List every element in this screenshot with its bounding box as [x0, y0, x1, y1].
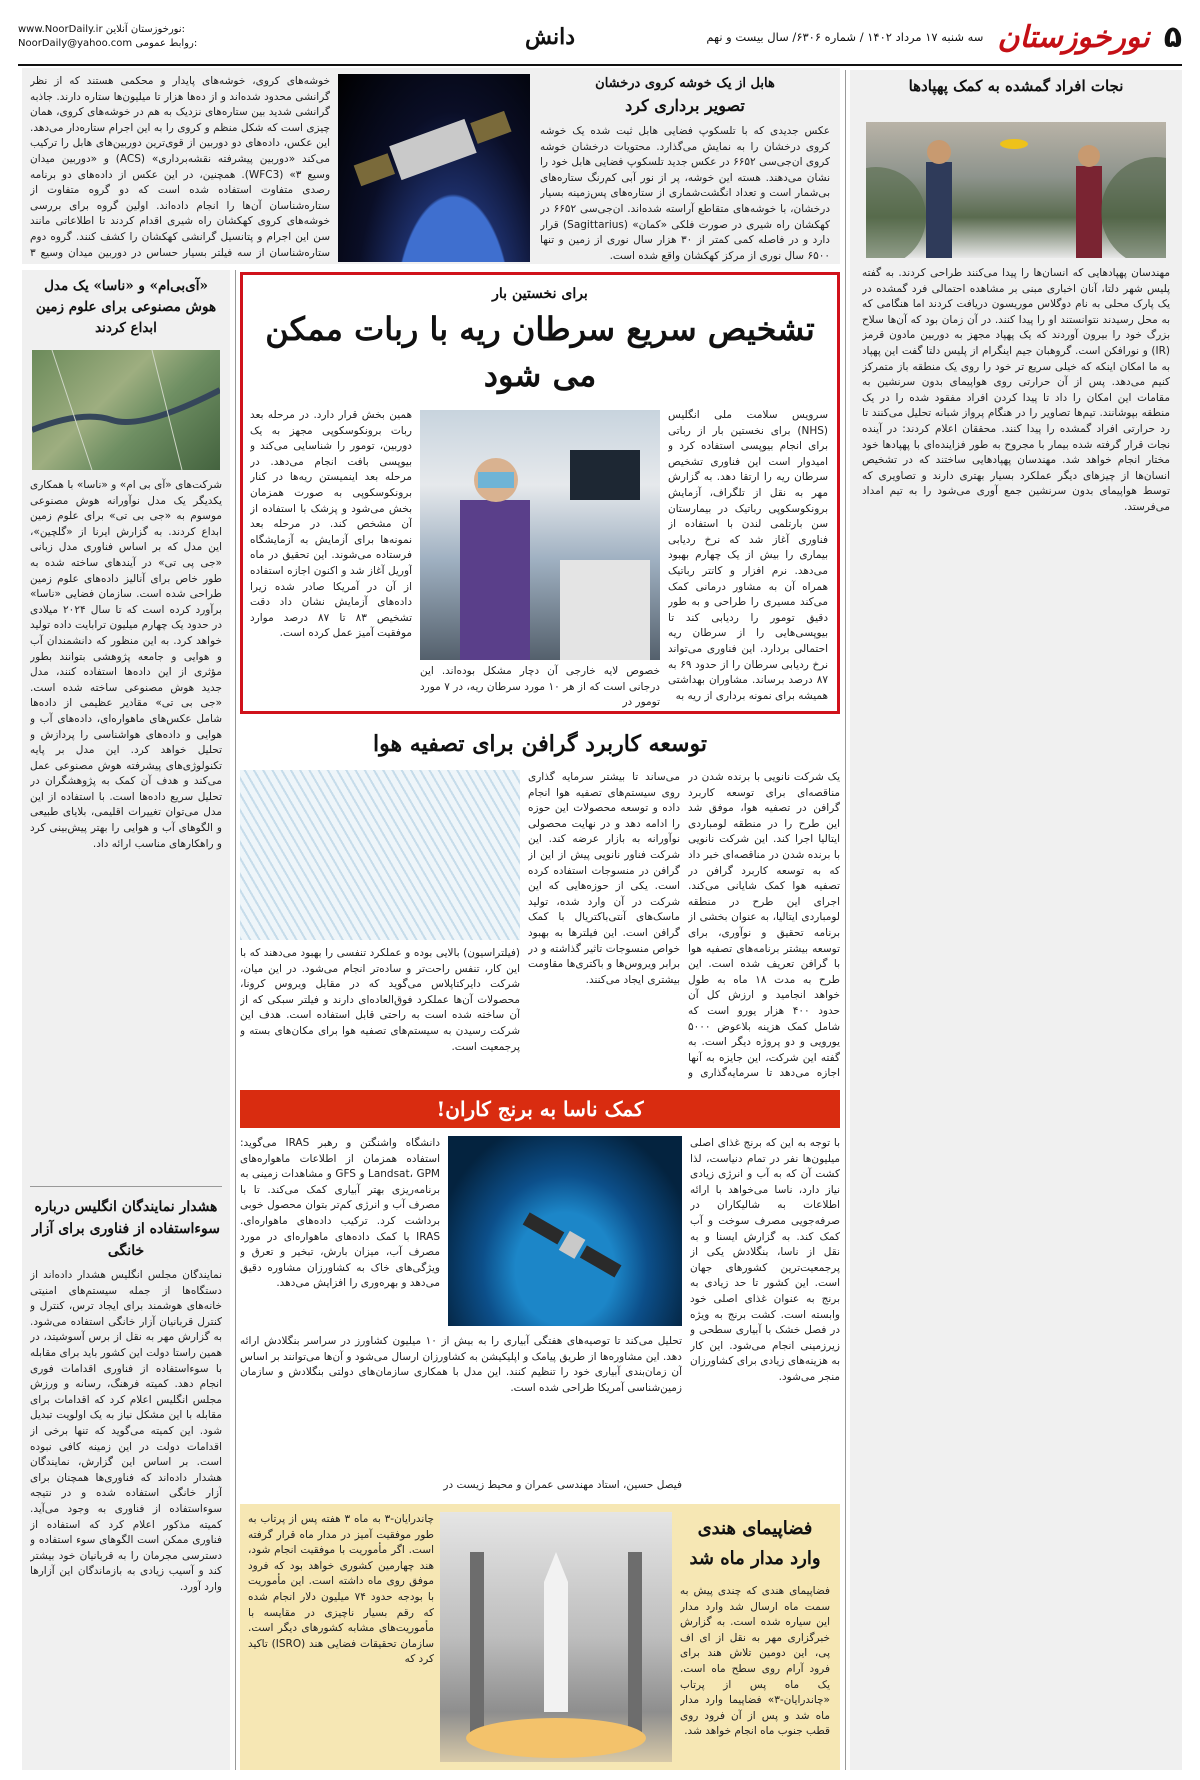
- graphene-photo: [240, 770, 520, 940]
- hubble-title: تصویر برداری کرد: [625, 96, 745, 115]
- lung-col-left: همین بخش قرار دارد. در مرحله بعد ربات برونکوسکوپی مجهز به یک دوربین، تومور را شناسایی می‌کند و بیوپسی بافت انجام می‌دهد. در مرحله بعد اینمیستن ریه‌ها در کنار برونکوسکوپی به صورت همزمان بخش می‌شود و پزشک با استفاده از آن مشخص کند. در مرحله بعد نمونه‌ها برای آزمایش به آزمایشگاه فرستاده می‌شوند. این تحقیق در ماه آوریل آغاز شد و اکنون اجازه استفاده از آن در آمریکا صادر شده زیرا داده‌های آزمایش نشان داد دقت تشخیص ۸۳ تا ۸۷ درصد موارد موفقیت آمیز عمل کرده است.: [250, 409, 412, 640]
- lung-col-right: سرویس سلامت ملی انگلیس (NHS) برای نخستین بار از رباتی برای انجام بیوپسی استفاده کرد و امیدوار است این فناوری تشخیص سرطان ریه را ارتقا دهد. به گزارش مهر به نقل از تلگراف، آزمایش برونکوسکوپی رباتیک در بیمارستان سن بارتلمی لندن با استفاده از فناوری آغاز شد که نرخ ردیابی بیماری را بیش از یک چهارم بهبود می‌دهد. نرم افزار و کاتتر رباتیک همراه آن به مشاور درمانی کمک می‌کند مسیری را طراحی و به طور دقیق تومور را ردیابی کند تا بیوپسی‌هایی را از سرطان ریه احتمالی بردارد. این فناوری می‌تواند نرخ ردیابی سرطان را از حدود ۶۹ به ۸۷ درصد برساند. مشاوران بهداشتی همیشه برای نمونه برداری از ریه به: [668, 409, 828, 702]
- graphene-col-right: یک شرکت نانویی با برنده شدن در مناقصه‌ای برای توسعه کاربرد گرافن در تصفیه هوا، موفق شد این طرح را در منطقه لومباردی ایتالیا اجرا کند. این شرکت نانویی با برنده شدن در مناقصه‌ای خبر داد که به توسعه کاربرد گرافن در تصفیه هوا کمک شایانی می‌کند. اجرای این طرح در منطقه لومباردی ایتالیا، به عنوان بخشی از برنامه تحقیق و نوآوری، برای توسعه بیشتر برنامه‌های تصفیه هوا با گرافن تعریف شده است. این طرح به مدت ۱۸ ماه به طول خواهد انجامید و ارزش کل آن حدود ۴۰۰ هزار یورو است که شامل کمک هزینه بلاعوض ۵۰۰۰ یورویی و دو پروژه دیگر است. به گفته این شرکت، این جایزه به آنها اجازه می‌دهد تا سرمایه‌گذاری و: [688, 771, 840, 1080]
- nasa-col-left: تحلیل می‌کند تا توصیه‌های هفتگی آبیاری را به بیش از ۱۰ میلیون کشاورز در سراسر بنگلادش ارائه دهد. این مشاوره‌ها از طریق پیامک و اپلیکیشن به کشاورزان ارسال می‌شود و آن‌ها می‌توانند بر اساس آن زمان‌بندی آبیاری خود را تنظیم کنند. این مدل با همکاری سازمان‌های دولتی بنگلادش و سازمان زمین‌شناسی آمریکا طراحی شده است.: [240, 1335, 682, 1394]
- graphene-col-mid: می‌ساند تا بیشتر سرمایه گذاری روی سیستم‌های تصفیه هوا انجام داده و توسعه محصولات این حوزه را ادامه دهد و در نهایت محصولی نوآورانه به بازار عرضه کند. این شرکت فناور نانویی پیش از این از گرافن در منسوجات استفاده کرده است. یکی از حوزه‌هایی که این شرکت در آن وارد شده، تولید ماسک‌های آنتی‌باکتریال با کمک گرافن است. این فیلترها به بهبود خواص منسوجات تاثیر گذاشته و در برابر ویروس‌ها و باکتری‌ها مقاومت بیشتری ایجاد می‌کنند.: [528, 771, 680, 986]
- site-label: نورخوزستان آنلاین:: [105, 24, 185, 35]
- aiboom-body: شرکت‌های «آی بی ام» و «ناسا» با همکاری یکدیگر یک مدل نوآورانه هوش مصنوعی موسوم به «جی بی تی» برای علوم زمین ابداع کردند. به گزارش ایرنا از «گلچین»، این مدل که بر اساس فناوری مدل زبانی «جی پی تی» در آیندهای ساخته شده به طور خاص برای آنالیز داده‌های علوم زمین طراحی شده است. سازمان فضایی «ناسا» برآورد کرده است که تا سال ۲۰۲۴ میلادی در حدود یک چهارم میلیون ترابایت داده تولید خواهد کرد. به این منظور که دانشمندان آب و هوایی و جامعه پژوهشی بتوانند بطور مؤثری از این داده‌ها استفاده کنند، مدل جدید هوش مصنوعی ساخته شده است. «جی بی تی» مقادیر عظیمی از داده‌ها شامل عکس‌های ماهواره‌ای، داده‌های آب و هوایی و داده‌های هواشناسی را پردازش و تحلیل خواهد کرد. این مدل بر پایه تکنولوژی‌های پیشرفته هوش مصنوعی عمل می‌کند و هدف آن کمک به پژوهشگران در تحلیل سریع داده‌ها است. با استفاده از این مدل می‌توان تغییرات اقلیمی، بلایای طبیعی و الگوهای آب و هوایی را بهتر پیش‌بینی کرد و راهکارهای مناسب ارائه داد.: [30, 479, 222, 850]
- issue-line: سه شنبه ۱۷ مرداد ۱۴۰۲ / شماره ۶۳۰۶/ سال بیست و نهم: [706, 30, 984, 44]
- lung-kicker: برای نخستین بار: [492, 286, 588, 302]
- masthead-brand: [662, 20, 1182, 55]
- lung-headline: تشخیص سریع سرطان ریه با ربات ممکن می شود: [265, 310, 815, 394]
- email-link[interactable]: NoorDaily@yahoo.com: [18, 38, 133, 49]
- hubble-col1: عکس جدیدی که با تلسکوپ فضایی هابل ثبت شده یک خوشه کروی درخشان را به نمایش می‌گذارد. محتویات درخشان خوشه کروی ان‌جی‌سی ۶۶۵۲ در عکس جدید تلسکوپ فضایی هابل خود را نشان می‌دهند. هسته این خوشه، پر از نور آبی کم‌رنگ ستاره‌های بی‌شمار است و تعداد انگشت‌شماری از ستاره‌های پس‌زمینه بسیار درخشان، با خوشه‌های متقاطع آراسته شده‌اند. ان‌جی‌سی ۶۶۵۲ در کهکشان راه شیری در صورت فلکی «کمان» (Sagittarius) قرار دارد و در فاصله کمی کمتر از ۳۰ هزار سال نوری از زمین و تنها ۶۵۰۰ سال نوری از مرکز کهکشان واقع شده است.: [540, 125, 830, 262]
- earth-map-photo: [32, 350, 220, 470]
- column-rule: [845, 70, 846, 1770]
- warning-title: هشدار نمایندگان انگلیس درباره سوءاستفاده از فناوری برای آزار خانگی: [32, 1199, 220, 1259]
- drones-title: نجات افراد گمشده به کمک پهپادها: [908, 77, 1124, 95]
- masthead: [18, 10, 1182, 66]
- rocket-launch-photo: [440, 1512, 672, 1762]
- drones-article: [862, 74, 1170, 104]
- graphene-col-left: (فیلتراسیون) بالایی بوده و عملکرد تنفسی را بهبود می‌دهند که با این کار، تنفس راحت‌تر و ساده‌تر انجام می‌شود. در این میان، شرکت دایرکتاپلاس می‌گوید که در مقابل ویروس کرونا، محصولات آن‌ها عملکرد فوق‌العاده‌ای دارند و فیلتر سبکی که از آن ساخته شده است به راحتی قابل استفاده است. هدف این شرکت رسیدن به سیستم‌های تصفیه هوا برای مکان‌های بسته و پرجمعیت است.: [240, 947, 520, 1053]
- space-india-col-left: چاندرایان-۳ به ماه ۳ هفته پس از پرتاب به طور موفقیت آمیز در مدار ماه قرار گرفته است. اگر مأموریت با موفقیت انجام شود، هند چهارمین کشوری خواهد بود که فرود موفق روی ماه داشته است. این مأموریت با بودجه حدود ۷۴ میلیون دلار انجام شده که رقم بسیار ناچیزی در مقایسه با مأموریت‌های مشابه کشورهای دیگر است. سازمان تحقیقات فضایی هند (ISRO) تاکید کرد که: [248, 1513, 434, 1666]
- email-label: روابط عمومی:: [135, 38, 198, 49]
- space-india-title: فضاپیمای هندی وارد مدار ماه شد: [689, 1518, 821, 1569]
- lung-caption: خصوص لایه خارجی آن دچار مشکل بوده‌اند. این درجانی است که از هر ۱۰ مورد سرطان ریه، در ۷ مورد تومور در: [420, 665, 660, 708]
- rocket-icon: [440, 1512, 672, 1762]
- column-rule: [235, 270, 236, 1770]
- divider: [30, 1186, 222, 1187]
- graphene-title: توسعه کاربرد گرافن برای تصفیه هوا: [373, 731, 707, 757]
- hubble-kicker: هابل از یک خوشه کروی درخشان: [595, 76, 775, 91]
- nasa-rice-banner: کمک ناسا به برنج کاران!: [240, 1090, 840, 1128]
- nasa-col-right: با توجه به این که برنج غذای اصلی میلیون‌ها نفر در تمام دنیاست، لذا کشت آن که به آب و انرژی زیادی نیاز دارد، ناسا می‌خواهد با ارائه اطلاعات به شالیکاران در صرفه‌جویی مصرف سوخت و آب کمک کند. به گزارش ایسنا و به نقل از ناسا، بنگلادش یکی از پرجمعیت‌ترین کشورهای جهان است. این کشور تا حد زیادی به برنج به عنوان غذای اصلی خود وابسته است. کشت برنج به ویژه در فصل خشک با آبیاری سطحی و زیرزمینی انجام می‌شود. این کار به هزینه‌های زیادی برای کشاورزان منجر می‌شود.: [690, 1137, 840, 1383]
- section-title: دانش: [524, 24, 576, 50]
- space-india-col-right: فضاپیمای هندی که چندی پیش به سمت ماه ارسال شد وارد مدار این سیاره شده است. به گزارش خبرگزاری مهر به نقل از ای اف پی، این دومین تلاش هند برای فرود آرام روی سطح ماه است. یک ماه پس از پرتاب «چاندرایان-۳» فضاپیما وارد مدار ماه شد و پس از آن فرود روی قطب جنوب ماه انجام خواهد شد.: [680, 1585, 830, 1738]
- hubble-col2: خوشه‌های کروی، خوشه‌های پایدار و محکمی هستند که از نظر گرانشی محدود شده‌اند و از ده‌ها هزار تا میلیون‌ها ستاره دارند. جاذبه گرانشی شدید بین ستاره‌های نزدیک به هم در خوشه‌های کروی، همان چیزی است که شکل منظم و کروی را به این اجرام ستاره‌دار می‌دهد. این عکس، داده‌های دو دوربین از قوی‌ترین دوربین‌های هابل را ترکیب می‌کند «دوربین پیشرفته نقشه‌برداری» (ACS) و «دوربین میدان وسیع ۳» (WFC3). همچنین، در این عکس از داده‌های دو برنامه رصدی متفاوت استفاده شده است که دو گروه متفاوت از ستاره‌شناسان آن‌ها را انجام داده‌اند. اولین گروه برای بررسی خوشه‌های کروی کهکشان راه شیری اقدام کردند تا اطلاعاتی مانند سن این اجرام و پتانسیل گرانشی کهکشان را کشف کنند. گروه دوم ستاره‌شناسان از سه فیلتر بسیار حساس در دوربین میدان وسیع ۳: [30, 75, 330, 259]
- warning-body: نمایندگان مجلس انگلیس هشدار داده‌اند از دستگاه‌ها از جمله سیستم‌های امنیتی خانه‌های هوشمند برای ایجاد ترس، کنترل و کنترل قربانیان آزار خانگی استفاده می‌شود. به گزارش مهر به نقل از برس آسوشیتد، در همین راستا دولت این کشور باید برای مقابله با سوءاستفاده از فناوری اقدامات فوری انجام دهد. کمیته فرهنگ، رسانه و ورزش مجلس انگلیس اعلام کرد که اقدامات برای مقابله با این مشکل نیاز به یک اولویت تبدیل شود. این کمیته می‌گوید که تنها برخی از اقدامات دولت در این زمینه کافی نبوده است. بر اساس این گزارش، نمایندگان هشدار داده‌اند که فناوری‌ها همچنان برای آزار خانگی استفاده شده و در نتیجه سوءاستفاده از فناوری به وجود می‌آید. کمیته مذکور اعلام کرد که استفاده از فناوری ممکن است الگوهای سوء استفاده و دسترسی مجرمان را به قربانیان خود بیشتر کند و آسیب زیادی به بازماندگان این آزارها وارد آورد.: [30, 1269, 222, 1593]
- telescope-icon: [338, 74, 530, 262]
- drones-body: مهندسان پهپادهایی که انسان‌ها را پیدا می‌کنند طراحی کردند. به گفته پلیس شهر دلتا، آنان اخباری مبنی بر مشاهده احتمالی فرد گمشده در یک پارک محلی به نام دوگلاس موریسون دریافت کردند اما هنگامی که به محل رسیدند نتوانستند او را پیدا کنند. در آن زمان بود که آن‌ها سلاح بزرگ خود را بیرون آوردند که یک پهپاد مجهز به دوربین مادون قرمز (IR) و نورافکن است. گروهبان جیم اینگرام از پلیس دلتا گفت این پهپاد به ما امکان اینکه که خیلی سریع تر خود را روی یک منطقه باز متمرکز کنیم می‌دهد. پس از آن حرارتی روی هواپیمای بدون سرنشین به مقامات این امکان را داد تا پیدا کردن افراد مفقود شده را در یک منطقه بپوشانند. تیم‌ها تصاویر را در هنگام پرواز شبانه تحلیل می‌کنند تا رد حرارتی افراد گمشده را پیدا کنند. محققان اعلام کردند: در آینده نجات قرار گرفته شده بیمار با مجروح به طور فزاینده‌ای با پهپادها خود مختار انجام خواهد شد. مهندسان پهپادهایی ساختند که در تشخیص انسان‌ها از چیزهای دیگر عملکرد بسیار بهتری دارند و تصاویری که توسط هواپیمای بدون سرنشین جمع آوری می‌شود را به تیم امداد می‌فرستد.: [862, 267, 1170, 513]
- drones-photo: [866, 122, 1166, 258]
- hubble-telescope-photo: [338, 74, 530, 262]
- surgeon-icon: [420, 410, 660, 660]
- nasa-col-mid: دانشگاه واشنگتن و رهبر IRAS می‌گوید: استفاده همزمان از اطلاعات ماهواره‌های Landsat، GPM و GFS و مشاهدات زمینی به برنامه‌ریزی بهتر آبیاری کمک می‌کند. تا با مصرف آب و انرژی کم‌تر بتوان محصول خوبی برداشت کرد. ترکیب داده‌های ماهواره‌ای. IRAS با کمک داده‌های ماهواره‌ای در مورد مصرف آب، میزان بارش، تبخیر و تعرق و ویژگی‌های خاک به کشاورزان مشاوره دقیق می‌دهد و بهره‌وری را افزایش می‌دهد.: [240, 1137, 440, 1290]
- page-number: ۵: [1163, 19, 1182, 55]
- masthead-contact: [18, 23, 438, 51]
- nasa-byline: فیصل حسین، استاد مهندسی عمران و محیط زیست در: [443, 1479, 682, 1491]
- robot-surgery-photo: [420, 410, 660, 660]
- satellite-icon: [448, 1136, 682, 1326]
- site-url-link[interactable]: www.NoorDaily.ir: [18, 24, 103, 35]
- hubble-heading: [540, 74, 830, 118]
- aiboom-title: «آی‌بی‌ام» و «ناسا» یک مدل هوش مصنوعی برای علوم زمین ابداع کردند: [35, 278, 217, 336]
- newspaper-logo[interactable]: نورخوزستان: [997, 19, 1150, 55]
- satellite-earth-photo: [448, 1136, 682, 1326]
- people-silhouette-icon: [866, 122, 1166, 258]
- river-map-icon: [32, 350, 220, 470]
